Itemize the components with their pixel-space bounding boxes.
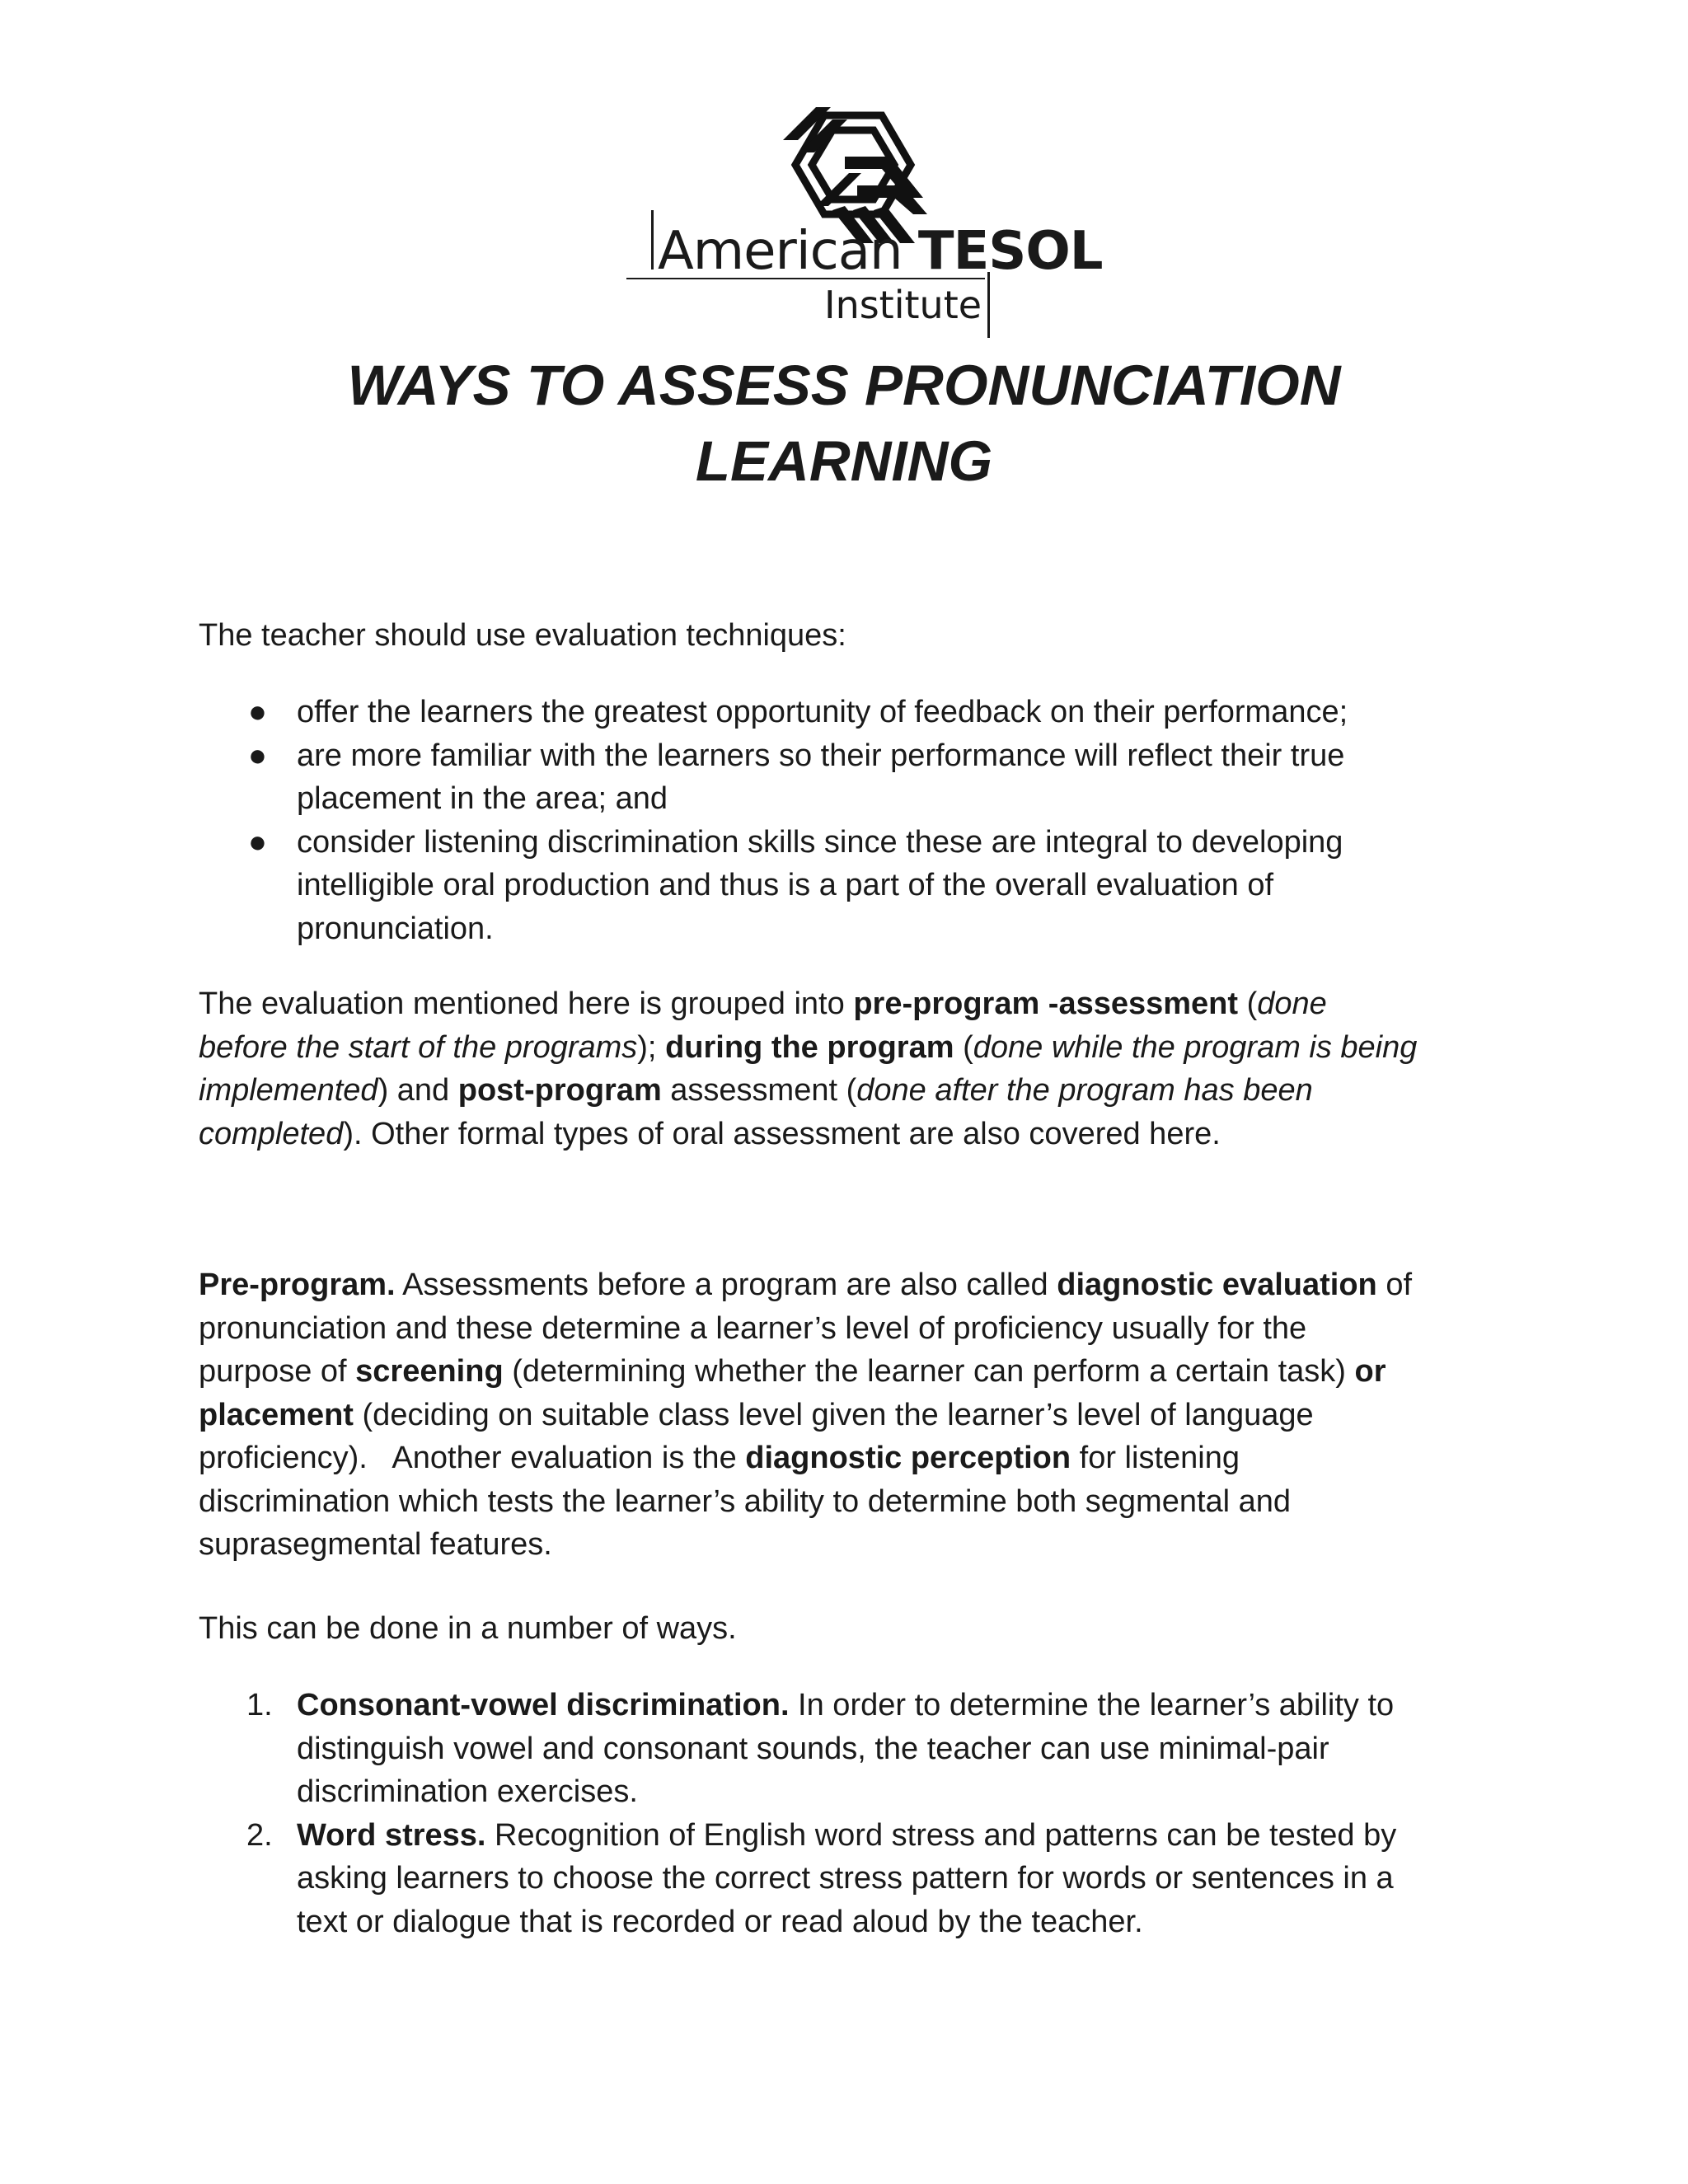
text-run: ( <box>954 1029 973 1065</box>
document-title <box>0 348 1688 499</box>
text-run: done while the program is being <box>973 1029 1418 1065</box>
logo-underline <box>626 278 985 279</box>
numbered-item <box>199 1684 1517 1814</box>
bullet-line: placement in the area; and <box>297 781 668 816</box>
bullet-line: pronunciation. <box>297 911 494 946</box>
assessment-methods-list <box>199 1684 1517 1943</box>
term-diagnostic-evaluation: diagnostic evaluation <box>1057 1268 1377 1302</box>
text-run: ); <box>637 1029 666 1065</box>
para3-line-3 <box>199 1350 1517 1394</box>
title-line-2: LEARNING <box>695 429 993 493</box>
text-run: assessment ( <box>661 1073 857 1108</box>
logo-subtitle: Institute <box>824 283 982 327</box>
text-run: In order to determine the learner’s ability to <box>789 1688 1395 1722</box>
bullet-item <box>199 734 1517 821</box>
para3-line-1 <box>199 1263 1517 1307</box>
para3-line-5 <box>199 1436 1517 1480</box>
term-screening: screening <box>355 1354 504 1389</box>
title-line-1: WAYS TO ASSESS PRONUNCIATION <box>347 354 1341 417</box>
text-run: proficiency). Another evaluation is the <box>199 1441 746 1475</box>
para2-line-1 <box>199 982 1517 1026</box>
bullet-icon: ● <box>248 824 267 860</box>
item-number: 2. <box>246 1817 273 1853</box>
heading-pre-program: Pre-program. <box>199 1268 396 1302</box>
term-during-program: during the program <box>665 1029 954 1065</box>
bullet-icon: ● <box>248 695 267 729</box>
para3-line-4 <box>199 1394 1517 1437</box>
text-run: before the start of the programs <box>199 1029 638 1065</box>
evaluation-groups-paragraph <box>199 982 1517 1155</box>
logo-word-american: American <box>658 221 903 282</box>
text-run: ( <box>1238 987 1258 1021</box>
text-run: implemented <box>199 1073 378 1108</box>
intro-paragraph <box>199 614 1517 658</box>
bullet-line: intelligible oral production and thus is a part of the overall evaluation of <box>297 868 1274 902</box>
bullet-item <box>199 821 1517 951</box>
item-number: 1. <box>246 1688 273 1722</box>
american-tesol-logo <box>626 107 1103 342</box>
ways-intro-text: This can be done in a number of ways. <box>199 1611 737 1646</box>
text-run: ). Other formal types of oral assessment are also covered here. <box>343 1116 1221 1151</box>
text-run: (deciding on suitable class level given the learner’s level of language <box>353 1397 1314 1432</box>
term-pre-program: pre-program -assessment <box>853 987 1239 1021</box>
item-heading: Consonant-vowel discrimination. <box>297 1688 790 1722</box>
logo-left-bar <box>651 210 654 269</box>
text-run: or <box>1354 1354 1386 1389</box>
numbered-line: text or dialogue that is recorded or read aloud by the teacher. <box>297 1904 1143 1939</box>
para3-line-7: suprasegmental features. <box>199 1527 552 1562</box>
text-run: done after the program has been <box>856 1073 1313 1108</box>
para2-line-2 <box>199 1026 1517 1070</box>
intro-text: The teacher should use evaluation techniques: <box>199 618 846 653</box>
para2-line-4 <box>199 1113 1517 1156</box>
bullet-line: are more familiar with the learners so their performance will reflect their true <box>297 738 1345 773</box>
bullet-item <box>199 691 1517 734</box>
pre-program-paragraph <box>199 1263 1517 1567</box>
para3-line-6: discrimination which tests the learner’s ability to determine both segmental and <box>199 1483 1292 1519</box>
bullet-line: offer the learners the greatest opportunity of feedback on their performance; <box>297 695 1348 729</box>
text-run: The evaluation mentioned here is grouped into <box>199 987 854 1021</box>
ways-intro-paragraph <box>199 1607 1517 1651</box>
logo-word-tesol: TESOL <box>917 221 1103 282</box>
logo-wordmark <box>658 223 1103 280</box>
bullet-icon: ● <box>248 738 267 773</box>
logo-right-bar <box>987 272 990 338</box>
numbered-item <box>199 1814 1517 1944</box>
item-heading: Word stress. <box>297 1817 486 1853</box>
text-run: (determining whether the learner can perform a certain task) <box>503 1354 1355 1389</box>
text-run: done <box>1257 987 1327 1021</box>
numbered-line <box>297 1814 1517 1858</box>
text-run: Recognition of English word stress and patterns can be tested by <box>485 1817 1397 1853</box>
text-run: purpose of <box>199 1354 356 1389</box>
numbered-line: discrimination exercises. <box>297 1774 638 1809</box>
para3-line-2: pronunciation and these determine a learner’s level of proficiency usually for the <box>199 1310 1307 1346</box>
bullet-line: consider listening discrimination skills since these are integral to developing <box>297 824 1343 860</box>
term-post-program: post-program <box>457 1073 662 1108</box>
numbered-line: distinguish vowel and consonant sounds, the teacher can use minimal-pair <box>297 1731 1329 1766</box>
text-run: Assessments before a program are also called <box>395 1268 1057 1302</box>
text-run: ) and <box>377 1073 458 1108</box>
text-run: of <box>1376 1268 1413 1302</box>
text-run: completed <box>199 1116 344 1151</box>
technique-bullet-list <box>199 691 1517 950</box>
term-placement: placement <box>199 1397 354 1432</box>
para2-line-3 <box>199 1069 1517 1113</box>
numbered-line <box>297 1684 1517 1727</box>
term-diagnostic-perception: diagnostic perception <box>745 1441 1071 1475</box>
text-run: for listening <box>1071 1441 1240 1475</box>
numbered-line: asking learners to choose the correct stress pattern for words or sentences in a <box>297 1861 1394 1896</box>
